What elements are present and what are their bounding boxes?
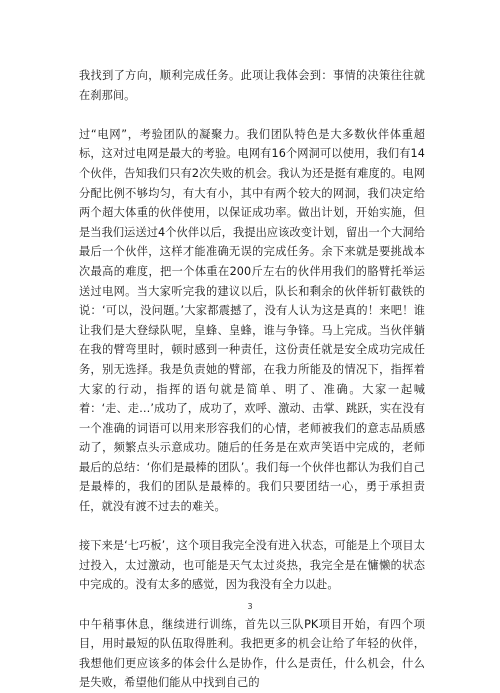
paragraph-3: 接下来是‘七巧板’，这个项目我完全没有进入状态，可能是上个项目太过投入，太过激动，也可能是天气太过炎热，我完全是在慵懒的状态中完成的。没有太多的感觉，因为我没有全力以赴。 — [79, 539, 425, 592]
paragraph-4: 中午稍事休息，继续进行训练，首先以三队PK项目开始，有四个项目，用时最短的队伍取得胜利。我把更多的机会让给了年轻的伙伴，我想他们更应该多的体会什么是协作，什么是责任，什么机会，什么是失败，希望他们能从中找到自己的 — [79, 617, 425, 690]
page-number: 3 — [247, 602, 253, 611]
paragraph-2: 过“电网”，考验团队的凝聚力。我们团队特色是大多数伙伴体重超标，这对过电网是最大的考验。电网有16个网洞可以使用，我们有14个伙伴，告知我们只有2次失败的机会。我认为还是挺有难度的。电网分配比例不够均匀，有大有小，其中有两个较大的网洞，我们决定给两个超大体重的伙伴使用，以保证成功率。做出计划，开始实施，但是当我们运送过4个伙伴以后，我提出应该改变计划，留出一个大洞给最后一个伙伴，这样才能准确无误的完成任务。余下来就是要挑战本次最高的难度，把一个体重在200斤左右的伙伴用我们的胳臂托举运送过电网。当大家听完我的建议以后，队长和剩余的伙伴斩钉截铁的说：‘可以，没问题。’大家都震撼了，没有人认为这是真的！来吧！谁让我们是大登绿队呢，皇蜂、皇蜂，谁与争锋。马上完成。当伙伴躺在我的臂弯里时，顿时感到一种责任，这份责任就是安全成功完成任务，别无选择。我是负责她的臂部，在我力所能及的情况下，指挥着大家的行动，指挥的语句就是简单、明了、准确。大家一起喊着：‘走、走…’成功了，成功了，欢呼、激动、击掌、跳跃，实在没有一个准确的词语可以用来形容我们的心情，老师被我们的意志品质感动了，频繁点头示意成功。随后的任务是在欢声笑语中完成的，老师最后的总结：‘你们是最棒的团队’。我们每一个伙伴也都认为我们自己是最棒的，我们的团队是最棒的。我们只要团结一心，勇于承担责任，就没有渡不过去的难关。 — [79, 127, 425, 514]
paragraph-1: 我找到了方向，顺利完成任务。此项让我体会到：事情的决策往往就在刹那间。 — [79, 69, 425, 102]
page-body — [79, 66, 425, 693]
